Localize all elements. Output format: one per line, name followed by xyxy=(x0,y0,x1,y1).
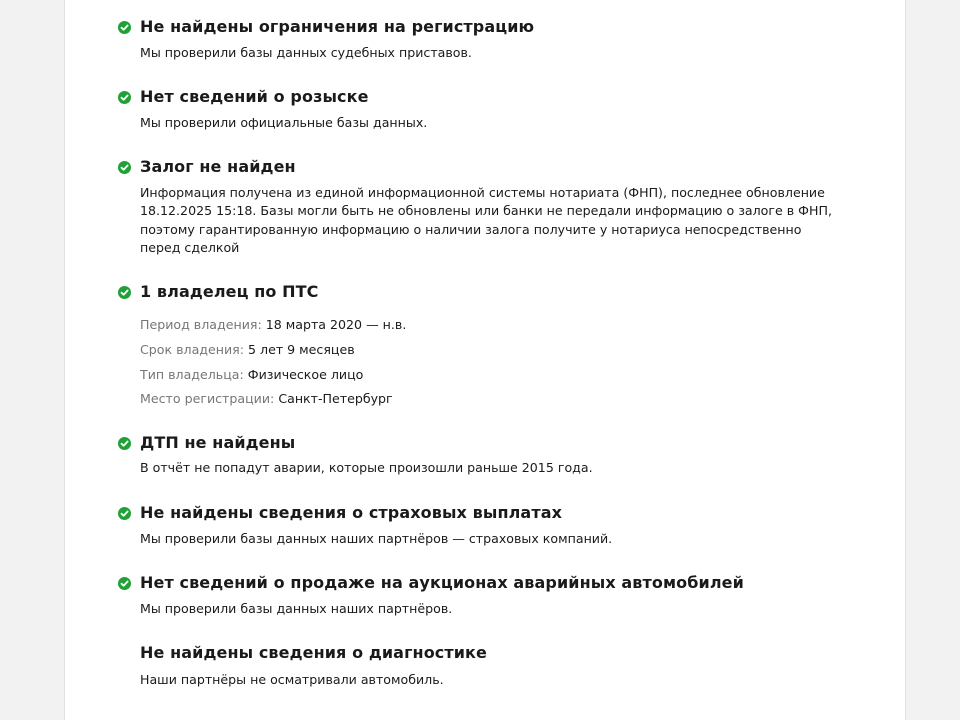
check-circle-icon xyxy=(118,437,131,450)
registration-place xyxy=(140,390,393,408)
report-panel xyxy=(64,0,906,720)
detail-label: Срок владения: xyxy=(140,342,244,357)
detail-value: Санкт-Петербург xyxy=(278,391,393,406)
ownership-period xyxy=(140,316,406,334)
item-description: Мы проверили базы данных наших партнёров — страховых компаний. xyxy=(140,531,613,546)
item-title: Залог не найден xyxy=(140,157,296,176)
item-description: Наши партнёры не осматривали автомобиль. xyxy=(140,672,444,687)
item-title: Нет сведений о розыске xyxy=(140,87,369,106)
item-title: Нет сведений о продаже на аукционах аварийных автомобилей xyxy=(140,573,744,592)
detail-label: Период владения: xyxy=(140,317,262,332)
item-title: Не найдены сведения о диагностике xyxy=(140,643,487,662)
ownership-duration xyxy=(140,341,355,359)
item-description: Мы проверили официальные базы данных. xyxy=(140,115,428,130)
check-circle-icon xyxy=(118,21,131,34)
check-circle-icon xyxy=(118,507,131,520)
check-circle-icon xyxy=(118,286,131,299)
check-circle-icon xyxy=(118,161,131,174)
item-description: В отчёт не попадут аварии, которые произошли раньше 2015 года. xyxy=(140,460,593,475)
detail-label: Место регистрации: xyxy=(140,391,275,406)
item-title: Не найдены сведения о страховых выплатах xyxy=(140,503,563,522)
item-title: Не найдены ограничения на регистрацию xyxy=(140,17,535,36)
detail-value: 18 марта 2020 — н.в. xyxy=(265,317,407,332)
owner-type xyxy=(140,366,363,384)
check-circle-icon xyxy=(118,91,131,104)
detail-value: Физическое лицо xyxy=(247,367,364,382)
item-description: Мы проверили базы данных судебных приставов. xyxy=(140,45,472,60)
item-title: 1 владелец по ПТС xyxy=(140,282,319,301)
item-description: Информация получена из единой информационной системы нотариата (ФНП), последнее обновление 18.12.2025 15:18. Базы могли быть не обновлены или банки не передали информацию о залоге в ФНП, поэтому гарантированную информацию о наличии залога получите у нотариуса непосредственно перед сделкой xyxy=(140,185,832,255)
item-description: Мы проверили базы данных наших партнёров. xyxy=(140,601,453,616)
item-title: ДТП не найдены xyxy=(140,433,296,452)
detail-label: Тип владельца: xyxy=(140,367,244,382)
detail-value: 5 лет 9 месяцев xyxy=(248,342,355,357)
check-circle-icon xyxy=(118,577,131,590)
